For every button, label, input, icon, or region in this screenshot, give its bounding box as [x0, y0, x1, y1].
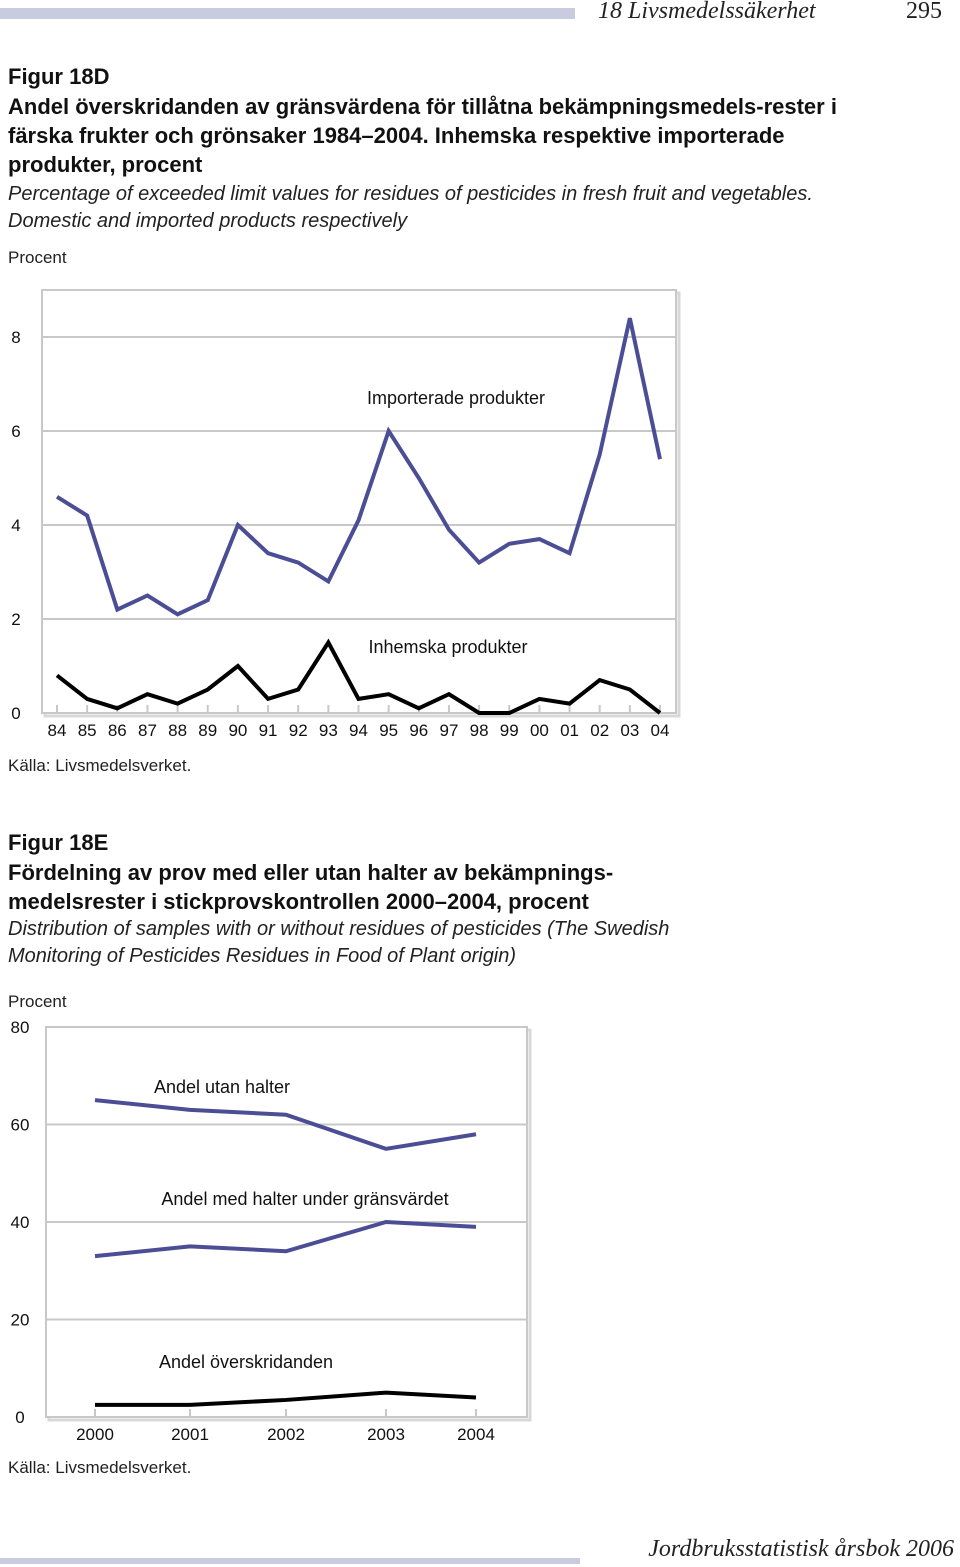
x-tick-label: 01: [560, 721, 580, 740]
x-tick-label: 93: [318, 721, 338, 740]
figure-e-chart: [0, 1010, 560, 1450]
header-rule: [0, 8, 575, 19]
x-tick-label: 95: [379, 721, 399, 740]
y-tick-label: 0: [11, 704, 21, 723]
x-tick-label: 89: [198, 721, 218, 740]
x-tick-label: 00: [529, 721, 549, 740]
x-tick-label: 2004: [457, 1425, 495, 1444]
series-label: Andel med halter under gränsvärdet: [161, 1189, 449, 1209]
x-tick-label: 87: [137, 721, 157, 740]
y-tick-label: 8: [11, 328, 21, 347]
x-tick-label: 92: [288, 721, 308, 740]
chapter-title: 18 Livsmedelssäkerhet: [598, 0, 816, 24]
x-tick-label: 84: [47, 721, 67, 740]
figure-e-label: Figur 18E: [8, 830, 109, 855]
figure-d-title: Andel överskridanden av gränsvärdena för tillåtna bekämpningsmedels-rester i färska frukter och grönsaker 1984–2004. Inhemska respektive importerade produkter, procent: [8, 94, 837, 177]
figure-e-subtitle: Distribution of samples with or without residues of pesticides (The Swedish Monitoring of Pesticides Residues in Food of Plant origin): [8, 918, 670, 967]
x-tick-label: 88: [168, 721, 188, 740]
y-tick-label: 20: [10, 1310, 30, 1330]
series-label: Importerade produkter: [366, 388, 546, 408]
x-tick-label: 96: [409, 721, 429, 740]
figure-d-unit: Procent: [8, 248, 67, 267]
x-tick-label: 94: [349, 721, 368, 740]
y-tick-label: 60: [10, 1115, 30, 1135]
x-tick-label: 91: [258, 721, 278, 740]
x-tick-label: 02: [590, 721, 610, 740]
figure-e-title: Fördelning av prov med eller utan halter av bekämpnings-medelsrester i stickprovskontrollen 2000–2004, procent: [8, 860, 614, 914]
figure-d-label: Figur 18D: [8, 64, 110, 89]
footer-rule: [0, 1558, 580, 1564]
x-tick-label: 2001: [171, 1425, 209, 1444]
x-tick-label: 2002: [267, 1425, 305, 1444]
x-tick-label: 2000: [76, 1425, 114, 1444]
y-tick-label: 4: [11, 516, 21, 535]
x-tick-label: 97: [439, 721, 459, 740]
x-tick-label: 04: [650, 721, 670, 740]
series-label: Andel överskridanden: [158, 1352, 334, 1372]
figure-d-chart: [0, 280, 700, 750]
plot-frame: [42, 290, 676, 713]
page-number: 295: [906, 0, 942, 24]
x-tick-label: 99: [499, 721, 519, 740]
series-label: Inhemska produkter: [368, 637, 528, 657]
footer-title: Jordbruksstatistisk årsbok 2006: [648, 1536, 954, 1562]
x-tick-label: 90: [228, 721, 248, 740]
y-tick-label: 0: [15, 1408, 25, 1427]
x-tick-label: 86: [107, 721, 127, 740]
x-tick-label: 85: [77, 721, 97, 740]
x-tick-label: 2003: [367, 1425, 405, 1444]
figure-d-subtitle: Percentage of exceeded limit values for residues of pesticides in fresh fruit and vegetables. Domestic and imported products respectively: [8, 183, 813, 232]
x-tick-label: 03: [620, 721, 640, 740]
y-tick-label: 40: [10, 1213, 30, 1232]
y-tick-label: 80: [10, 1018, 30, 1037]
figure-e-unit: Procent: [8, 992, 67, 1011]
y-tick-label: 6: [11, 422, 21, 441]
y-tick-label: 2: [11, 610, 21, 629]
x-tick-label: 98: [469, 721, 489, 740]
series-label: Andel utan halter: [153, 1077, 291, 1097]
figure-e-source: Källa: Livsmedelsverket.: [8, 1458, 192, 1477]
figure-d-source: Källa: Livsmedelsverket.: [8, 756, 192, 775]
